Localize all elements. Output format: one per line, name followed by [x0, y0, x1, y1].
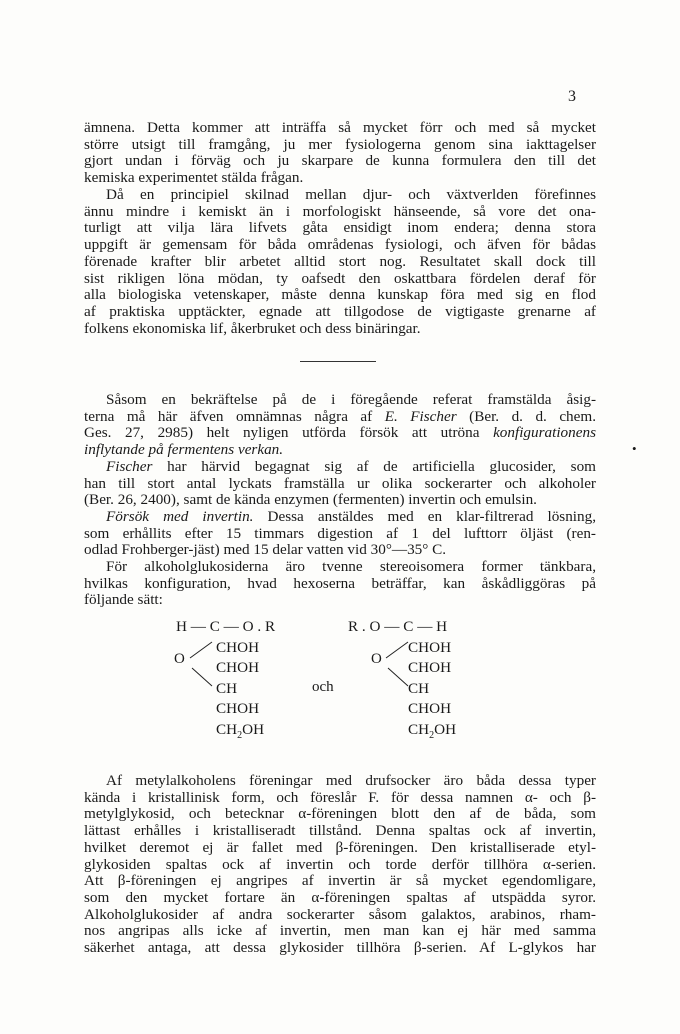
text-line: större utsigt till framgång, ju mer fysiologerna genom sina iakttagelser [84, 135, 596, 153]
conjunction-och: och [312, 679, 334, 695]
author-name: Fischer [106, 458, 153, 475]
formula-row: CHOH [408, 700, 452, 717]
text-line [84, 425, 596, 442]
text-line: ämnena. Detta kommer att inträffa så mycket förr och med så mycket [84, 119, 596, 136]
italic-term: inflytande på fermentens verkan. [84, 441, 284, 459]
formula-part: OH [434, 720, 457, 738]
bond-line [386, 642, 408, 658]
text-span: Dessa anstäldes med en klar-filtrerad lösning, [253, 508, 596, 525]
formula-row: CHOH [408, 638, 452, 656]
author-name: E. Fischer [384, 407, 457, 425]
page-number: 3 [568, 88, 576, 105]
bond-line [388, 668, 408, 686]
formula-row [176, 720, 275, 747]
text-line: han till stort antal lyckats framställa ur olika sockerarter och alkoholer [84, 474, 596, 492]
text-line: Att β-föreningen ej angripes af invertin är så mycket egendomligare, [84, 872, 596, 890]
paragraph-6 [84, 559, 596, 609]
text-line [84, 509, 596, 526]
section-heading: Försök med invertin. [106, 508, 254, 525]
text-line: alla biologiska vetenskaper, måste denna kunskap föra med sig en flod [84, 286, 596, 304]
paragraph-3 [84, 392, 596, 459]
formula-row [348, 720, 456, 747]
paragraph-7 [84, 773, 596, 957]
text-line: För alkoholglukosiderna äro tvenne stereoisomera former tänkbara, [106, 558, 596, 575]
text-line: nos angripas alls icke af invertin, men man kan ej här med samma [84, 922, 596, 940]
bond-line [190, 642, 212, 658]
text-line: lättast erhålles i kristalliseradt tillstånd. Denna spaltas ock af invertin, [84, 822, 596, 840]
section-divider [300, 361, 376, 362]
text-line: folkens ekonomiska lif, åkerbruket och dess binäringar. [84, 319, 421, 337]
text-line: följande sätt: [84, 591, 163, 609]
text-line: glykosiden spaltas ock af invertin och torde derför tillhöra α-serien. [84, 855, 596, 873]
ring-oxygen-label: O [174, 651, 185, 667]
text-line: som den mycket fortare än α-föreningen spaltas af utspädda syror. [84, 888, 596, 906]
text-line: Då en principiel skilnad mellan djur- och växtverlden förefinnes [106, 186, 596, 203]
text-span: har härvid begagnat sig af de artificiella glucosider, som [152, 458, 596, 475]
text-line: gjort undan i förväg och ju skarpare de kunna formulera den till det [84, 152, 596, 170]
paragraph-2 [84, 187, 596, 337]
formula-row: CH [408, 679, 430, 697]
bond-line [192, 668, 212, 686]
text-line: hvilkas konfiguration, hvad hexoserna beträffar, kan åskådliggöras på [84, 574, 596, 592]
text-line [84, 409, 596, 426]
text-span: terna må här äfven omnämnas några af [84, 407, 385, 425]
text-line: förenade krafter blir arbetet alltid stort nog. Resultatet skall dock till [84, 252, 596, 270]
formula-head: R . O — C — H [348, 618, 448, 635]
subscript: 2 [237, 729, 243, 741]
text-line: Af metylalkoholens föreningar med drufsocker äro båda dessa typer [106, 772, 596, 789]
formula-row: CHOH [216, 638, 260, 656]
text-line: Alkoholglukosider af andra sockerarter såsom galaktos, arabinos, rham- [84, 905, 596, 923]
formula-part: OH [242, 720, 265, 738]
formula-row: CHOH [216, 659, 260, 676]
text-line: säkerhet antaga, att dessa glykosider tillhöra β-serien. Af L-glykos har [84, 939, 596, 957]
formula-part: CH [216, 720, 238, 738]
ring-bonds-left [186, 640, 216, 690]
text-span: Ges. 27, 2985) helt nyligen utförda försök att utröna [84, 424, 494, 442]
text-line: odlad Frohberger-jäst) med 15 delar vatten vid 30°—35° C. [84, 541, 447, 559]
formula-head: H — C — O . R [176, 618, 276, 635]
ring-oxygen-label: O [371, 651, 382, 667]
text-line: hvilket deremot ej är fallet med β-föreningen. Den kristalliserade etyl- [84, 838, 596, 856]
text-span: (Ber. d. d. chem. [456, 407, 596, 425]
text-line: som erhållits efter 15 timmars digestion af 1 del lufttorr öljäst (ren- [84, 524, 596, 542]
formula-row: CH [216, 679, 238, 697]
italic-term: konfigurationens [493, 424, 596, 442]
formula-row: CHOH [408, 659, 452, 676]
text-line [84, 459, 596, 476]
formula-part: CH [408, 720, 430, 738]
text-line: ännu mindre i kemiskt än i morfologiskt hänseende, så vore det ona- [84, 202, 596, 220]
text-line: sist rikligen löna mödan, ty oafsedt den oskattbara fördelen deraf för [84, 269, 596, 287]
text-line: Såsom en bekräftelse på de i föregående referat framstälda åsig- [106, 391, 596, 408]
text-line: metylglykosid, och betecknar α-föreningen blott den af de båda, som [84, 805, 596, 823]
paragraph-1 [84, 120, 596, 187]
text-line: af praktiska upptäckter, egnade att tillgodose de vigtigaste grenarne af [84, 302, 596, 320]
paragraph-5 [84, 509, 596, 559]
paragraph-4 [84, 459, 596, 509]
ring-bonds-right [382, 640, 412, 690]
text-line: turligt att vilja lära lifvets gåta ensidigt inom endera; denna stora [84, 219, 596, 237]
text-line: (Ber. 26, 2400), samt de kända enzymen (fermenten) invertin och emulsin. [84, 491, 537, 509]
text-line [84, 442, 596, 459]
subscript: 2 [429, 729, 435, 741]
formula-row: CHOH [216, 700, 260, 717]
text-line: kända i kristallinisk form, och föreslår F. för dessa namnen α- och β- [84, 788, 596, 806]
text-line: kemiska experimentet stälda frågan. [84, 169, 304, 187]
text-line: uppgift är gemensam för båda områdenas fysiologi, och äfven för bådas [84, 236, 596, 254]
margin-mark: • [632, 441, 637, 456]
